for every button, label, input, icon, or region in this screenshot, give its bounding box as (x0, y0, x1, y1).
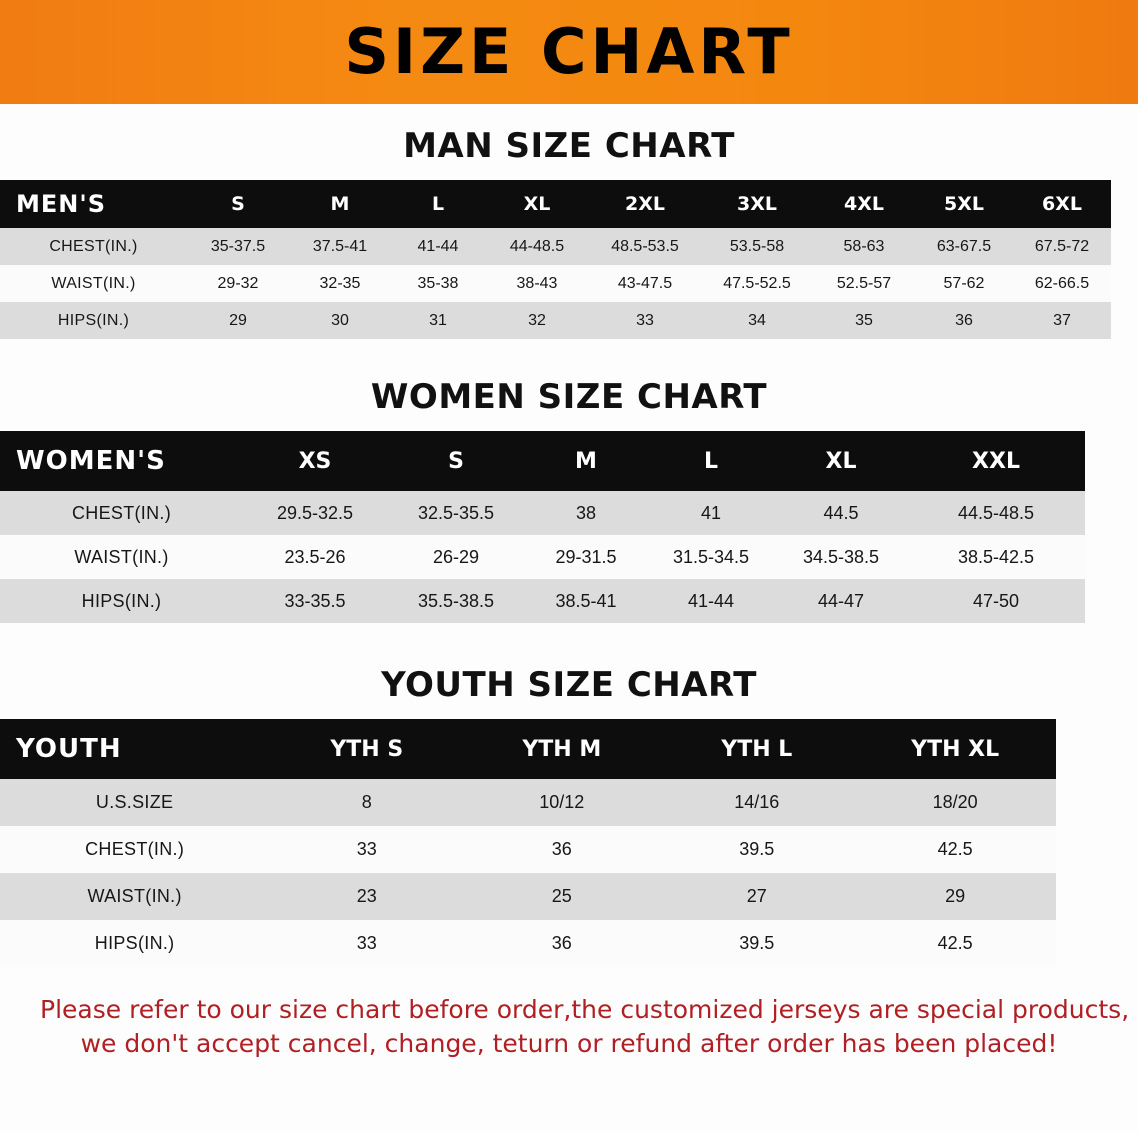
women-waist-xxl: 38.5-42.5 (907, 535, 1085, 579)
table-header-row (0, 180, 1111, 228)
men-header-s: S (187, 180, 289, 228)
youth-chest-ths: 33 (269, 826, 464, 873)
men-header-3xl: 3XL (701, 180, 813, 228)
youth-waist-thxl: 29 (854, 873, 1056, 920)
table-row (0, 491, 1085, 535)
women-header-xxl: XXL (907, 431, 1085, 491)
women-chest-s: 32.5-35.5 (387, 491, 525, 535)
table-row (0, 873, 1056, 920)
women-chest-xs: 29.5-32.5 (243, 491, 387, 535)
policy-note-line-2: we don't accept cancel, change, teturn or refund after order has been placed! (80, 1028, 1058, 1058)
men-waist-s: 29-32 (187, 265, 289, 302)
youth-header-label: YOUTH (0, 719, 269, 779)
women-chest-l: 41 (647, 491, 775, 535)
youth-header-yths: YTH S (269, 719, 464, 779)
men-chest-3xl: 53.5-58 (701, 228, 813, 265)
men-chest-2xl: 48.5-53.5 (589, 228, 701, 265)
youth-hips-thl: 39.5 (659, 920, 854, 967)
table-row (0, 228, 1111, 265)
page-title: SIZE CHART (344, 15, 794, 88)
youth-hips-ths: 33 (269, 920, 464, 967)
men-hips-3xl: 34 (701, 302, 813, 339)
women-header-xl: XL (775, 431, 907, 491)
men-waist-6xl: 62-66.5 (1013, 265, 1111, 302)
youth-header-ythl: YTH L (659, 719, 854, 779)
women-header-l: L (647, 431, 775, 491)
men-size-table (0, 180, 1111, 339)
women-size-table (0, 431, 1085, 623)
youth-header-ythxl: YTH XL (854, 719, 1056, 779)
youth-chest-thl: 39.5 (659, 826, 854, 873)
men-header-6xl: 6XL (1013, 180, 1111, 228)
men-hips-xl: 32 (485, 302, 589, 339)
men-row-label-hips: HIPS(IN.) (0, 302, 187, 339)
women-hips-xxl: 47-50 (907, 579, 1085, 623)
women-header-m: M (525, 431, 647, 491)
women-table-wrapper (0, 431, 1138, 623)
table-row (0, 302, 1111, 339)
youth-size-table (0, 719, 1056, 967)
men-waist-5xl: 57-62 (915, 265, 1013, 302)
table-row (0, 535, 1085, 579)
youth-row-label-waist: WAIST(IN.) (0, 873, 269, 920)
man-section-heading: MAN SIZE CHART (403, 126, 735, 166)
youth-hips-thm: 36 (464, 920, 659, 967)
youth-hips-thxl: 42.5 (854, 920, 1056, 967)
women-waist-s: 26-29 (387, 535, 525, 579)
youth-waist-thm: 25 (464, 873, 659, 920)
women-chest-xl: 44.5 (775, 491, 907, 535)
youth-ussize-thl: 14/16 (659, 779, 854, 826)
men-header-label: MEN'S (0, 180, 187, 228)
table-header-row (0, 719, 1056, 779)
youth-waist-thl: 27 (659, 873, 854, 920)
men-waist-xl: 38-43 (485, 265, 589, 302)
women-hips-l: 41-44 (647, 579, 775, 623)
youth-table-wrapper (0, 719, 1138, 967)
women-waist-xs: 23.5-26 (243, 535, 387, 579)
table-row (0, 920, 1056, 967)
women-chest-xxl: 44.5-48.5 (907, 491, 1085, 535)
men-hips-s: 29 (187, 302, 289, 339)
youth-ussize-thm: 10/12 (464, 779, 659, 826)
men-header-4xl: 4XL (813, 180, 915, 228)
men-hips-6xl: 37 (1013, 302, 1111, 339)
men-chest-s: 35-37.5 (187, 228, 289, 265)
men-waist-m: 32-35 (289, 265, 391, 302)
women-row-label-waist: WAIST(IN.) (0, 535, 243, 579)
youth-chest-thm: 36 (464, 826, 659, 873)
men-waist-2xl: 43-47.5 (589, 265, 701, 302)
table-row (0, 779, 1056, 826)
men-hips-5xl: 36 (915, 302, 1013, 339)
men-hips-m: 30 (289, 302, 391, 339)
women-hips-xl: 44-47 (775, 579, 907, 623)
men-waist-3xl: 47.5-52.5 (701, 265, 813, 302)
women-header-s: S (387, 431, 525, 491)
youth-row-label-ussize: U.S.SIZE (0, 779, 269, 826)
women-waist-l: 31.5-34.5 (647, 535, 775, 579)
men-chest-l: 41-44 (391, 228, 485, 265)
youth-header-ythm: YTH M (464, 719, 659, 779)
youth-row-label-chest: CHEST(IN.) (0, 826, 269, 873)
men-row-label-chest: CHEST(IN.) (0, 228, 187, 265)
men-header-5xl: 5XL (915, 180, 1013, 228)
youth-ussize-ths: 8 (269, 779, 464, 826)
men-hips-l: 31 (391, 302, 485, 339)
men-header-2xl: 2XL (589, 180, 701, 228)
men-hips-2xl: 33 (589, 302, 701, 339)
men-chest-4xl: 58-63 (813, 228, 915, 265)
women-row-label-hips: HIPS(IN.) (0, 579, 243, 623)
youth-section-heading: YOUTH SIZE CHART (381, 665, 757, 705)
men-chest-xl: 44-48.5 (485, 228, 589, 265)
men-header-xl: XL (485, 180, 589, 228)
men-row-label-waist: WAIST(IN.) (0, 265, 187, 302)
women-chest-m: 38 (525, 491, 647, 535)
women-header-label: WOMEN'S (0, 431, 243, 491)
men-header-l: L (391, 180, 485, 228)
youth-chest-thxl: 42.5 (854, 826, 1056, 873)
women-waist-xl: 34.5-38.5 (775, 535, 907, 579)
table-row (0, 265, 1111, 302)
women-header-xs: XS (243, 431, 387, 491)
men-waist-l: 35-38 (391, 265, 485, 302)
policy-note (40, 993, 1130, 1061)
men-waist-4xl: 52.5-57 (813, 265, 915, 302)
men-chest-m: 37.5-41 (289, 228, 391, 265)
table-header-row (0, 431, 1085, 491)
women-waist-m: 29-31.5 (525, 535, 647, 579)
policy-note-line-1: Please refer to our size chart before order,the customized jerseys are special products, (40, 995, 1130, 1024)
women-hips-m: 38.5-41 (525, 579, 647, 623)
men-header-m: M (289, 180, 391, 228)
men-chest-6xl: 67.5-72 (1013, 228, 1111, 265)
men-chest-5xl: 63-67.5 (915, 228, 1013, 265)
youth-waist-ths: 23 (269, 873, 464, 920)
table-row (0, 579, 1085, 623)
table-row (0, 826, 1056, 873)
women-hips-xs: 33-35.5 (243, 579, 387, 623)
women-row-label-chest: CHEST(IN.) (0, 491, 243, 535)
men-hips-4xl: 35 (813, 302, 915, 339)
youth-ussize-thxl: 18/20 (854, 779, 1056, 826)
page-banner (0, 0, 1138, 104)
man-table-wrapper (0, 180, 1138, 339)
women-section-heading: WOMEN SIZE CHART (370, 377, 768, 417)
women-hips-s: 35.5-38.5 (387, 579, 525, 623)
youth-row-label-hips: HIPS(IN.) (0, 920, 269, 967)
